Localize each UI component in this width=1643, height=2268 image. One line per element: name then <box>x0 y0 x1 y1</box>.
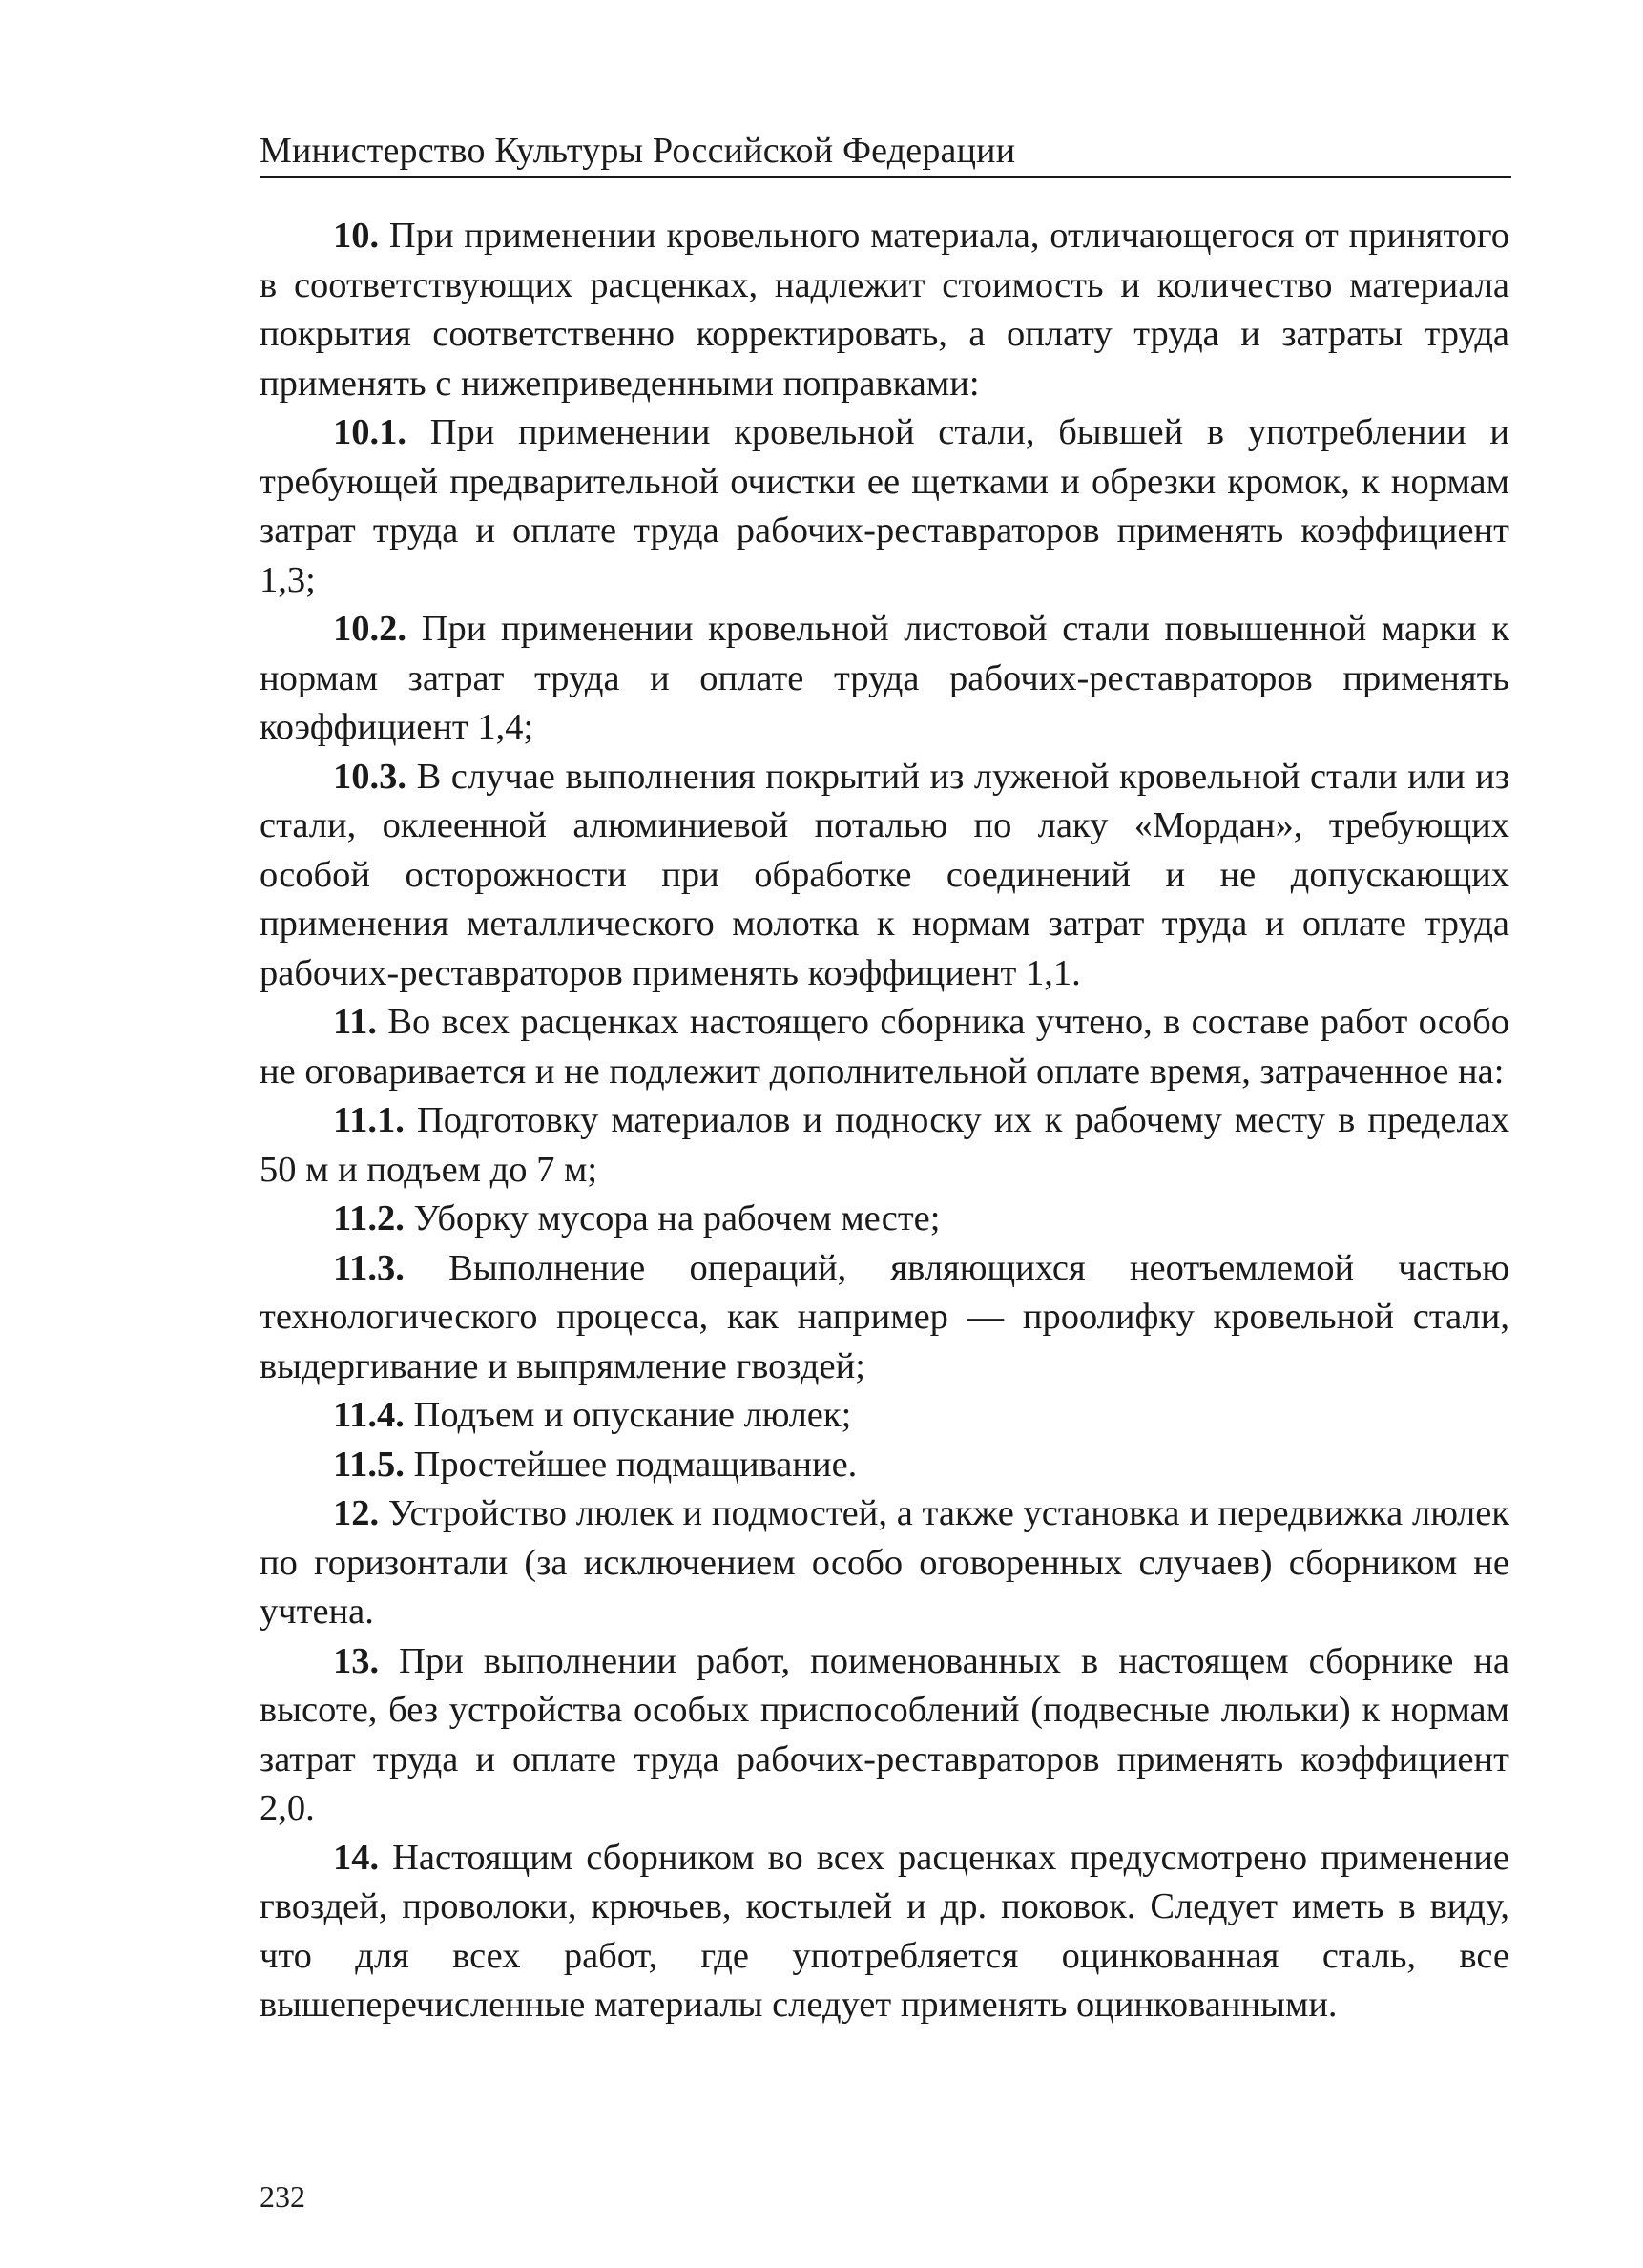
paragraph-number: 10. <box>333 216 380 256</box>
paragraph-number: 10.3. <box>333 756 406 797</box>
paragraph-text: При применении кровельной листовой стали повышенной марки к нормам затрат труда и оплате труда рабочих-реставраторов применять коэффициент 1,4; <box>260 609 1509 747</box>
paragraph-number: 12. <box>333 1493 380 1533</box>
paragraph-number: 11. <box>333 1002 378 1042</box>
paragraph-number: 11.5. <box>333 1444 405 1485</box>
paragraph-number: 11.1. <box>333 1100 405 1140</box>
paragraph-number: 11.3. <box>333 1247 405 1288</box>
paragraph-text: Подготовку материалов и подноску их к рабочему месту в пределах 50 м и подъем до 7 м; <box>260 1100 1510 1190</box>
paragraph-11-2 <box>260 1195 1509 1244</box>
body-text <box>260 212 1509 2030</box>
paragraph-number: 10.1. <box>333 412 406 452</box>
paragraph-number: 11.4. <box>333 1395 405 1435</box>
paragraph-11 <box>260 998 1509 1096</box>
paragraph-text: Выполнение операций, являющихся неотъемлемой частью технологического процесса, как например — проолифку кровельной стали, выдергивание и выпрямление гвоздей; <box>260 1247 1509 1386</box>
paragraph-number: 11.2. <box>333 1198 405 1238</box>
header-rule <box>260 176 1511 178</box>
paragraph-number: 14. <box>333 1837 380 1878</box>
paragraph-text: Во всех расценках настоящего сборника учтено, в составе работ особо не оговаривается и не подлежит дополнительной оплате время, затраченное на: <box>260 1002 1510 1092</box>
paragraph-text: Подъем и опускание люлек; <box>413 1395 852 1435</box>
paragraph-text: При применении кровельной стали, бывшей в употреблении и требующей предварительной очистки ее щетками и обрезки кромок, к нормам затрат труда и оплате труда рабочих-реставраторов применять коэффициент 1,3; <box>260 412 1510 600</box>
paragraph-12 <box>260 1489 1509 1637</box>
running-head: Министерство Культуры Российской Федерации <box>260 131 1016 171</box>
paragraph-text: Устройство люлек и подмостей, а также установка и передвижка люлек по горизонтали (за исключением особо оговоренных случаев) сборником не учтена. <box>260 1493 1510 1632</box>
paragraph-text: Настоящим сборником во всех расценках предусмотрено применение гвоздей, проволоки, крючьев, костылей и др. поковок. Следует иметь в виду, что для всех работ, где употребляется оцинкованная сталь, все вышеперечисленные материалы следует применять оцинкованными. <box>260 1837 1510 2025</box>
paragraph-text: Простейшее подмащивание. <box>413 1444 858 1485</box>
paragraph-10 <box>260 212 1509 408</box>
paragraph-text: При выполнении работ, поименованных в настоящем сборнике на высоте, без устройства особых приспособлений (подвесные люльки) к нормам затрат труда и оплате труда рабочих-реставраторов применять коэффициент 2,0. <box>260 1640 1510 1828</box>
paragraph-10-1 <box>260 408 1509 605</box>
paragraph-number: 13. <box>333 1640 380 1681</box>
paragraph-13 <box>260 1637 1509 1834</box>
paragraph-11-5 <box>260 1441 1509 1490</box>
paragraph-14 <box>260 1834 1509 2030</box>
paragraph-number: 10.2. <box>333 609 406 649</box>
paragraph-10-2 <box>260 605 1509 753</box>
paragraph-11-4 <box>260 1391 1509 1441</box>
paragraph-text: В случае выполнения покрытий из луженой кровельной стали или из стали, оклеенной алюминиевой поталью по лаку «Мордан», требующих особой осторожности при обработке соединений и не допускающих применения металлического молотка к нормам затрат труда и оплате труда рабочих-реставраторов применять коэффициент 1,1. <box>260 756 1509 993</box>
paragraph-text: При применении кровельного материала, отличающегося от принятого в соответствующих расценках, надлежит стоимость и количество материала покрытия соответственно корректировать, а оплату труда и затраты труда применять с нижеприведенными поправками: <box>260 216 1509 404</box>
paragraph-10-3 <box>260 753 1509 999</box>
page-number: 232 <box>260 2179 305 2214</box>
paragraph-text: Уборку мусора на рабочем месте; <box>413 1198 941 1238</box>
paragraph-11-1 <box>260 1096 1509 1195</box>
paragraph-11-3 <box>260 1244 1509 1392</box>
